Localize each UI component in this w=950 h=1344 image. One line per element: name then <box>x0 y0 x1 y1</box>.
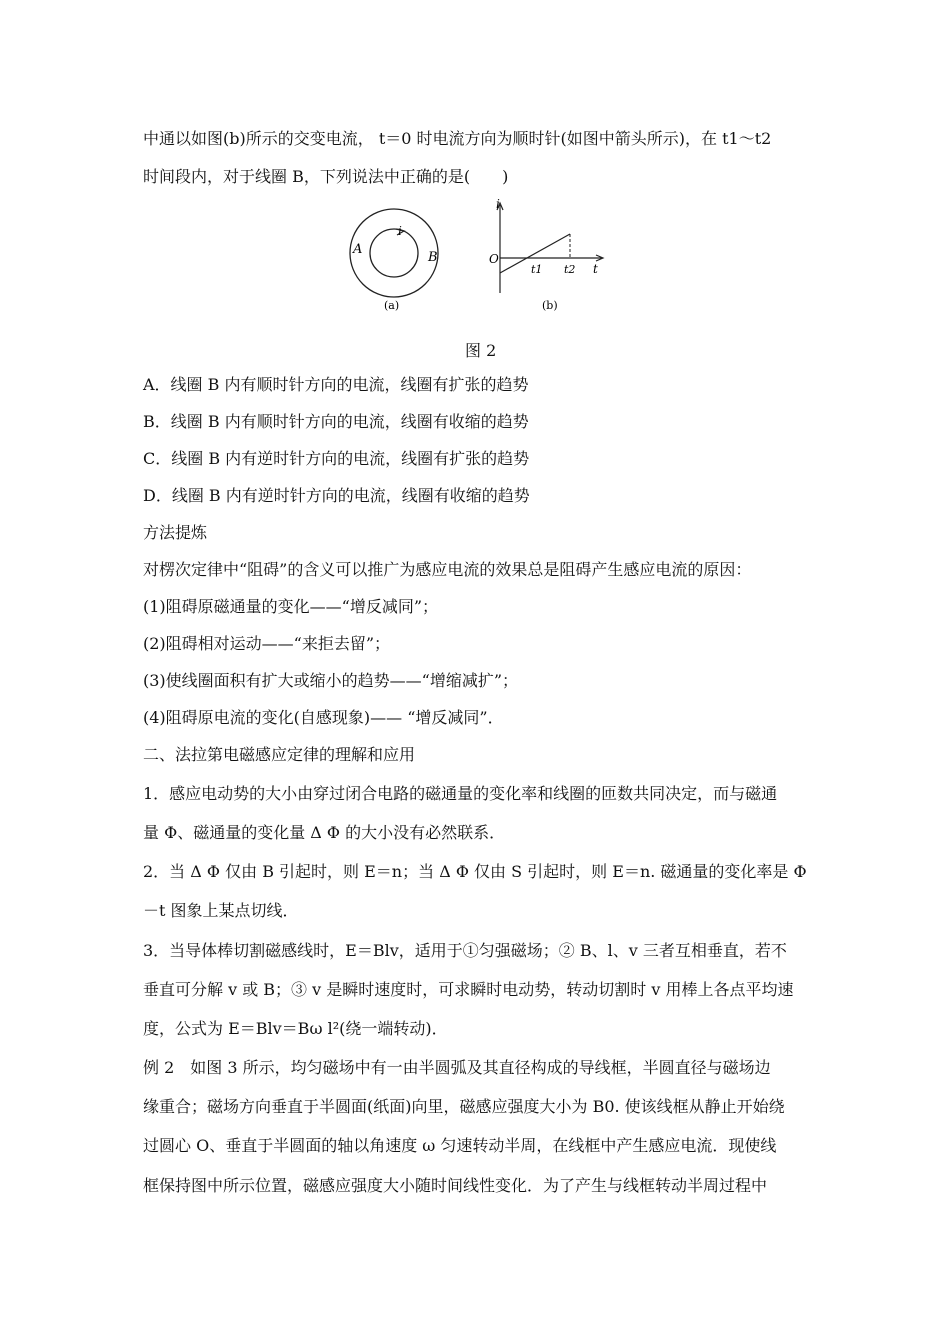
text-line: 垂直可分解 v 或 B；③ v 是瞬时速度时，可求瞬时电动势，转动切割时 v 用棒上各点平均速 <box>143 980 794 999</box>
origin-label: O <box>489 252 499 266</box>
t2-label: t2 <box>564 263 576 276</box>
list-item: (3)使线圈面积有扩大或缩小的趋势——“增缩减扩”； <box>143 671 519 690</box>
figure-svg <box>340 195 620 315</box>
text-line: 中通以如图(b)所示的交变电流， t＝0 时电流方向为顺时针(如图中箭头所示)，在 t1～t2 <box>143 129 772 148</box>
option-d: D．线圈 B 内有逆时针方向的电流，线圈有收缩的趋势 <box>143 486 530 505</box>
text-line: 缘重合；磁场方向垂直于半圆面(纸面)向里，磁感应强度大小为 B0. 使该线框从静止开始绕 <box>143 1097 785 1116</box>
list-item: (2)阻碍相对运动——“来拒去留”； <box>143 634 391 653</box>
text-line: 3．当导体棒切割磁感线时，E＝Blv，适用于①匀强磁场；② B、l、v 三者互相垂直，若不 <box>143 941 787 960</box>
text-line: 对楞次定律中“阻碍”的含义可以推广为感应电流的效果总是阻碍产生感应电流的原因： <box>143 560 752 579</box>
current-label: i <box>398 224 402 238</box>
figure-b-label: (b) <box>542 299 558 312</box>
coil-b-label: B <box>428 250 438 265</box>
text-line: －t 图象上某点切线． <box>143 901 299 920</box>
figure-caption: 图 2 <box>465 341 497 360</box>
coil-a-label: A <box>353 242 363 257</box>
i-axis-label: i <box>496 197 500 211</box>
option-c: C．线圈 B 内有逆时针方向的电流，线圈有扩张的趋势 <box>143 449 530 468</box>
text-line: 量 Φ、磁通量的变化量 Δ Φ 的大小没有必然联系． <box>143 823 506 842</box>
section-heading: 二、法拉第电磁感应定律的理解和应用 <box>143 745 416 764</box>
text-line: 度，公式为 E＝Blv＝Bω l²(绕一端转动)． <box>143 1019 448 1038</box>
option-a: A．线圈 B 内有顺时针方向的电流，线圈有扩张的趋势 <box>143 375 529 394</box>
section-heading: 方法提炼 <box>143 523 208 542</box>
figure-a-label: (a) <box>384 299 400 312</box>
text-line: 1．感应电动势的大小由穿过闭合电路的磁通量的变化率和线圈的匝数共同决定，而与磁通 <box>143 784 778 803</box>
text-line: 框保持图中所示位置，磁感应强度大小随时间线性变化．为了产生与线框转动半周过程中 <box>143 1176 768 1195</box>
text-line: 2．当 Δ Φ 仅由 B 引起时，则 E＝n；当 Δ Φ 仅由 S 引起时，则 E＝n. 磁通量的变化率是 Φ <box>143 862 807 881</box>
coil-a-circle <box>370 229 418 277</box>
coil-b-circle <box>350 209 438 297</box>
text-line: 例 2 如图 3 所示，均匀磁场中有一由半圆弧及其直径构成的导线框，半圆直径与磁场边 <box>143 1058 771 1077</box>
t-axis-label: t <box>593 262 598 276</box>
list-item: (1)阻碍原磁通量的变化——“增反减同”； <box>143 597 439 616</box>
figure-2 <box>340 195 620 315</box>
option-b: B．线圈 B 内有顺时针方向的电流，线圈有收缩的趋势 <box>143 412 529 431</box>
text-line: 过圆心 O、垂直于半圆面的轴以角速度 ω 匀速转动半周，在线框中产生感应电流．现使线 <box>143 1136 777 1155</box>
text-line: 时间段内，对于线圈 B，下列说法中正确的是( ) <box>143 167 509 186</box>
t1-label: t1 <box>531 263 543 276</box>
list-item: (4)阻碍原电流的变化(自感现象)—— “增反减同”． <box>143 708 504 727</box>
